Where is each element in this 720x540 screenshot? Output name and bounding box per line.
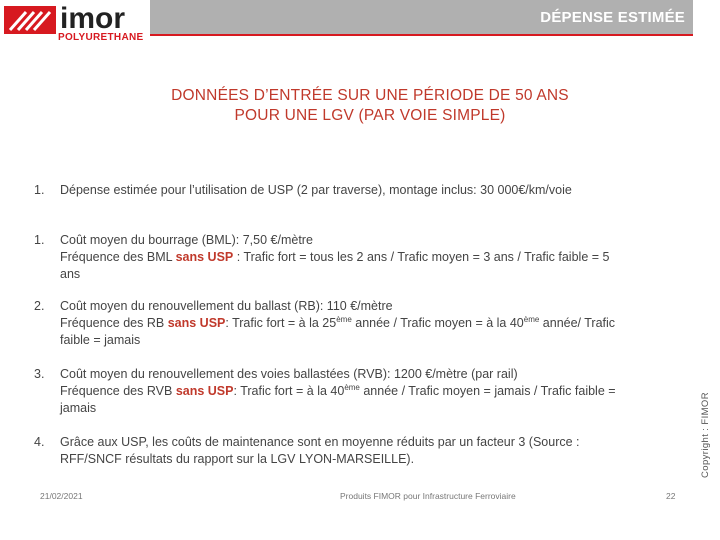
- list-item-text: : Trafic fort = tous les 2 ans / Trafic moyen = 3 ans / Trafic faible = 5: [233, 250, 610, 264]
- list-item-text: : Trafic fort = à la 40: [233, 384, 345, 398]
- ordinal-suffix: ème: [344, 382, 360, 392]
- list-item-line: Coût moyen du renouvellement du ballast (RB): 110 €/mètre: [60, 299, 393, 313]
- list-item-text: année/ Trafic: [539, 316, 616, 330]
- list-item-line: [60, 383, 690, 400]
- list-item-line: Dépense estimée pour l’utilisation de USP (2 par traverse), montage inclus: 30 000€/km/voie: [60, 183, 572, 197]
- list-item-line: faible = jamais: [60, 333, 141, 347]
- list-item-body: [60, 298, 690, 349]
- page-title-line-1: DONNÉES D’ENTRÉE SUR UNE PÉRIODE DE 50 ANS: [171, 87, 569, 104]
- copyright-notice: Copyright : FIMOR: [700, 392, 711, 478]
- fimor-logo-tagline: POLYURETHANE: [58, 32, 144, 43]
- fimor-logo: [2, 2, 144, 46]
- list-item-line: [60, 249, 690, 266]
- page-title: [80, 86, 660, 126]
- page-title-line-2: POUR UNE LGV (PAR VOIE SIMPLE): [234, 107, 506, 124]
- list-item-text: : Trafic fort = à la 25: [225, 316, 337, 330]
- list-item-number: 1.: [34, 183, 45, 197]
- list-item-line: jamais: [60, 401, 97, 415]
- ordinal-suffix: ème: [336, 314, 352, 324]
- list-item-line: ans: [60, 267, 81, 281]
- fimor-logo-name: imor: [60, 2, 126, 35]
- sans-usp-highlight: sans USP: [175, 250, 234, 264]
- list-item-text: Fréquence des BML: [60, 250, 176, 264]
- list-item-number: 1.: [34, 233, 45, 247]
- page-number: 22: [666, 491, 676, 501]
- list-item-line: Grâce aux USP, les coûts de maintenance sont en moyenne réduits par un facteur 3 (Source :: [60, 435, 580, 449]
- list-item-body: [60, 434, 690, 468]
- list-item-number: 4.: [34, 435, 45, 449]
- sans-usp-highlight: sans USP: [167, 316, 226, 330]
- sans-usp-highlight: sans USP: [175, 384, 234, 398]
- list-item-text: année / Trafic moyen = à la 40: [351, 316, 524, 330]
- list-item-body: [60, 182, 690, 199]
- list-item-body: [60, 366, 690, 417]
- header-title: DÉPENSE ESTIMÉE: [540, 9, 685, 26]
- list-item-line: [60, 315, 690, 332]
- header-bar: [150, 0, 693, 34]
- list-item-text: Fréquence des RVB: [60, 384, 176, 398]
- footer-date: 21/02/2021: [40, 491, 83, 501]
- header-divider: [150, 34, 693, 36]
- fimor-logo-mark: [4, 6, 56, 34]
- list-item-number: 2.: [34, 299, 45, 313]
- list-item-text: année / Trafic moyen = jamais / Trafic faible =: [359, 384, 616, 398]
- list-item-line: Coût moyen du renouvellement des voies ballastées (RVB): 1200 €/mètre (par rail): [60, 367, 518, 381]
- list-item-line: Coût moyen du bourrage (BML): 7,50 €/mètre: [60, 233, 313, 247]
- list-item-line: RFF/SNCF résultats du rapport sur la LGV LYON-MARSEILLE).: [60, 452, 415, 466]
- list-item-text: Fréquence des RB: [60, 316, 168, 330]
- list-item-number: 3.: [34, 367, 45, 381]
- list-item-body: [60, 232, 690, 283]
- ordinal-suffix: ème: [523, 314, 540, 324]
- footer-caption: Produits FIMOR pour Infrastructure Ferroviaire: [340, 491, 516, 501]
